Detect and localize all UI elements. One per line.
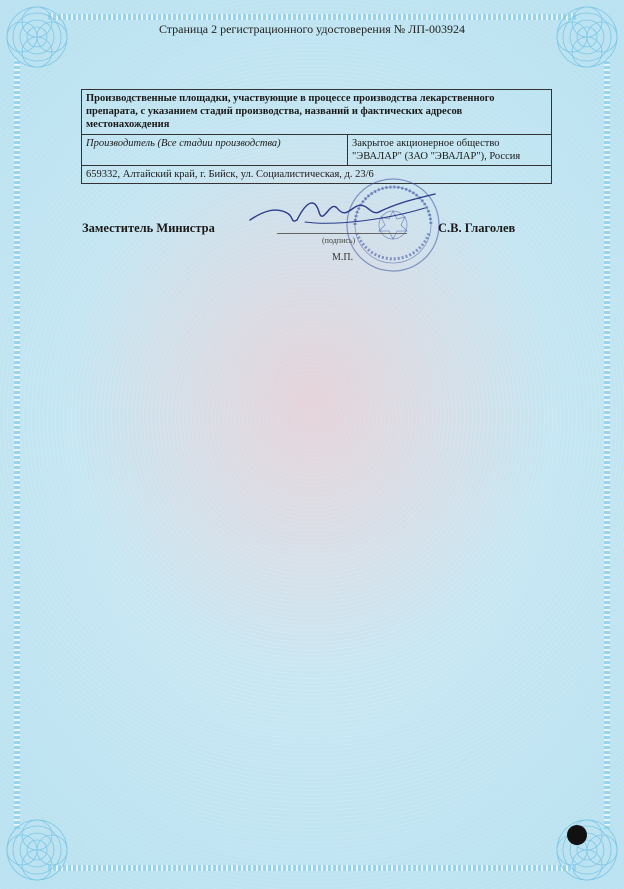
corner-rosette-icon xyxy=(2,815,72,885)
corner-rosette-icon xyxy=(552,815,622,885)
guilloche-border-bottom xyxy=(48,865,576,871)
production-sites-table xyxy=(81,89,552,184)
signatory-name: С.В. Глаголев xyxy=(438,221,516,235)
guilloche-border-left xyxy=(14,60,20,829)
binder-hole xyxy=(567,825,587,845)
page-header: Страница 2 регистрационного удостоверения № ЛП-003924 xyxy=(158,22,466,36)
corner-rosette-icon xyxy=(552,2,622,72)
company-line: Закрытое акционерное общество xyxy=(352,138,500,149)
guilloche-border-top xyxy=(48,14,576,20)
signature-caption: (подпись) xyxy=(322,236,356,245)
signature-line xyxy=(277,233,407,234)
company-line: "ЭВАЛАР" (ЗАО "ЭВАЛАР"), Россия xyxy=(352,151,521,163)
table-heading: Производственные площадки, участвующие в процессе производства лекарственного препарата, с указанием стадий производства, названий и фактических адресов местонахождения xyxy=(82,90,552,135)
seal-caption: М.П. xyxy=(332,252,354,263)
table-row xyxy=(82,166,552,184)
company-cell xyxy=(348,135,552,166)
producer-label: Производитель (Все стадии производства) xyxy=(82,135,348,166)
guilloche-border-right xyxy=(604,60,610,829)
table-row xyxy=(82,135,552,166)
signatory-title: Заместитель Министра xyxy=(82,221,215,235)
corner-rosette-icon xyxy=(2,2,72,72)
table-row xyxy=(82,90,552,135)
address-cell: 659332, Алтайский край, г. Бийск, ул. Социалистическая, д. 23/6 xyxy=(82,166,552,184)
